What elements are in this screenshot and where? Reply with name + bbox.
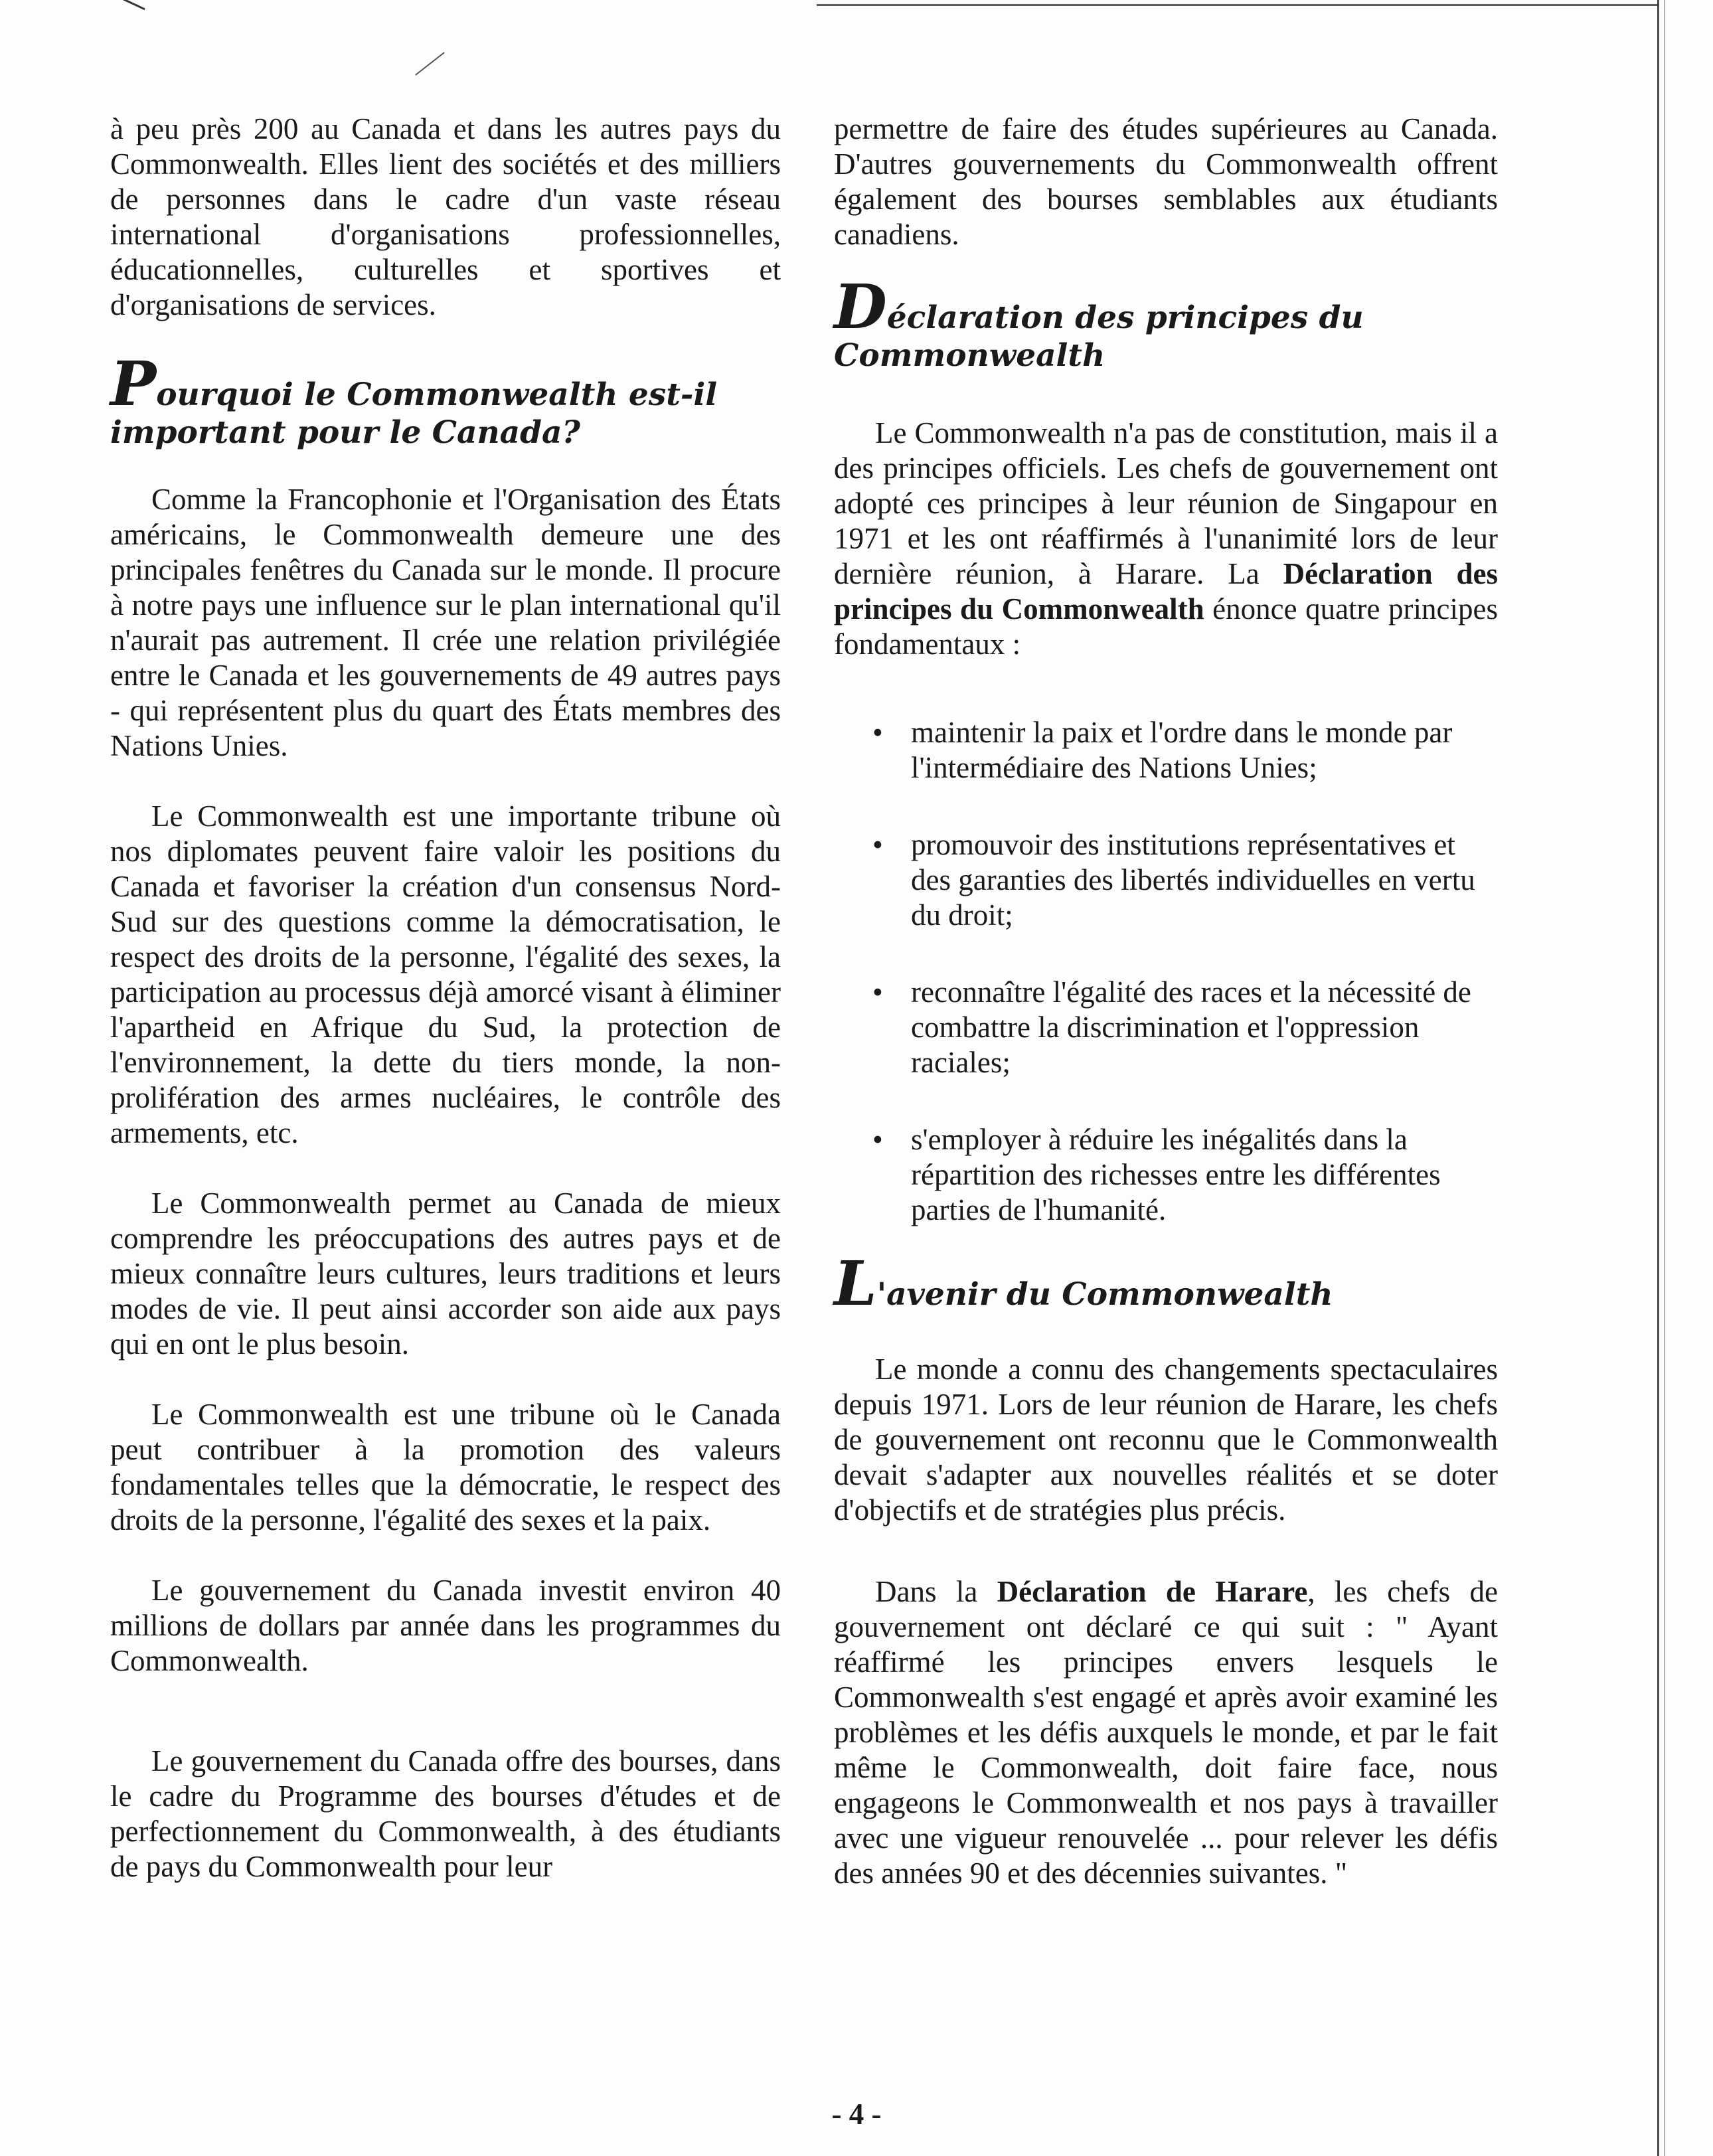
principle-text: reconnaître l'égalité des races et la nécessité de combattre la discrimination et l'oppression raciales; <box>911 975 1471 1079</box>
left-column <box>110 112 781 1884</box>
paragraph-bourses: Le gouvernement du Canada offre des bourses, dans le cadre du Programme des bourses d'études et de perfectionnement du Commonwealth, à des étudiants de pays du Commonwealth pour leur <box>110 1744 781 1883</box>
paragraph-text: Le Commonwealth n'a pas de constitution, mais il a des principes officiels. Les chefs de gouvernement ont adopté ces principes à leur réunion de Singapour en 1971 et les ont réaffirmés à l'unanimité lors de leur dernière réunion, à Harare. La <box>834 416 1498 590</box>
principle-text: promouvoir des institutions représentatives et des garanties des libertés individuelles en vertu du droit; <box>911 828 1475 932</box>
page-number: - 4 - <box>831 2098 882 2131</box>
paragraph-francophonie: Comme la Francophonie et l'Organisation des États américains, le Commonwealth demeure une des principales fenêtres du Canada sur le monde. Il procure à notre pays une influence sur le plan international qu'il n'aurait pas autrement. Il crée une relation privilégiée entre le Canada et les gouvernements de 49 autres pays - qui représentent plus du quart des États membres des Nations Unies. <box>110 483 781 762</box>
bold-declaration-title: Déclaration des principes du Commonwealth <box>834 557 1498 625</box>
paragraph-continuation: à peu près 200 au Canada et dans les autres pays du Commonwealth. Elles lient des sociétés et des milliers de personnes dans le cadre d'un vaste réseau international d'organisations professionnelles, éducationnelles, culturelles et sportives et d'organisations de services. <box>110 112 781 321</box>
paragraph-changements: Le monde a connu des changements spectaculaires depuis 1971. Lors de leur réunion de Harare, les chefs de gouvernement ont reconnu que le Commonwealth devait s'adapter aux nouvelles réalités et se doter d'objectifs et de stratégies plus précis. <box>834 1353 1498 1527</box>
heading-text: éclaration des principes du Commonwealth <box>834 299 1364 374</box>
bullet-icon: • <box>872 1123 883 1156</box>
bold-harare-title: Déclaration de Harare <box>997 1575 1308 1608</box>
list-item <box>834 715 1498 786</box>
paragraph-valeurs: Le Commonwealth est une tribune où le Canada peut contribuer à la promotion des valeurs fondamentales telles que la démocratie, le respect des droits de la personne, l'égalité des sexes et la paix. <box>110 1398 781 1536</box>
heading-text: 'avenir du Commonwealth <box>876 1276 1333 1313</box>
paragraph-tribune-diplomates: Le Commonwealth est une importante tribune où nos diplomates peuvent faire valoir les positions du Canada et favoriser la création d'un consensus Nord-Sud sur des questions comme la démocratisation, le respect des droits de la personne, l'égalité des sexes, la participation au processus déjà amorcé visant à éliminer l'apartheid en Afrique du Sud, la protection de l'environnement, la dette du tiers monde, la non-prolifération des armes nucléaires, le contrôle des armements, etc. <box>110 799 781 1149</box>
section-heading-declaration-principes <box>834 271 1498 374</box>
bullet-icon: • <box>872 975 883 1009</box>
list-item <box>834 1122 1498 1228</box>
list-item <box>834 827 1498 933</box>
paragraph-text: Dans la <box>875 1575 997 1608</box>
paragraph-declaration-harare <box>834 1574 1498 1891</box>
paragraph-investissement: Le gouvernement du Canada investit environ 40 millions de dollars par année dans les programmes du Commonwealth. <box>110 1574 781 1677</box>
scan-top-rule <box>817 4 1659 6</box>
principles-list <box>834 715 1498 1228</box>
right-column <box>834 112 1498 1891</box>
heading-text: ourquoi le Commonwealth est-il important pour le Canada? <box>110 376 718 451</box>
bullet-icon: • <box>872 716 883 749</box>
heading-drop-initial: D <box>834 271 887 343</box>
scan-edge-line <box>1657 0 1659 2156</box>
section-heading-why-important <box>110 348 781 452</box>
heading-drop-initial: P <box>110 348 157 420</box>
paragraph-constitution <box>834 416 1498 662</box>
scan-mark <box>120 0 145 10</box>
scan-mark <box>415 52 445 75</box>
paragraph-continuation: permettre de faire des études supérieures au Canada. D'autres gouvernements du Commonwealth offrent également des bourses semblables aux étudiants canadiens. <box>834 112 1498 251</box>
paragraph-text: , les chefs de gouvernement ont déclaré ce qui suit : " Ayant réaffirmé les principes envers lesquels le Commonwealth s'est engagé et après avoir examiné les problèmes et les défis auxquels le monde, et par le fait même le Commonwealth, doit faire face, nous engageons le Commonwealth et nos pays à travailler avec une vigueur renouvelée ... pour relever les défis des années 90 et des décennies suivantes. " <box>834 1575 1498 1890</box>
section-heading-avenir <box>834 1248 1498 1319</box>
paragraph-preoccupations: Le Commonwealth permet au Canada de mieux comprendre les préoccupations des autres pays et de mieux connaître leurs cultures, leurs traditions et leurs modes de vie. Il peut ainsi accorder son aide aux pays qui en ont le plus besoin. <box>110 1187 781 1361</box>
list-item <box>834 975 1498 1080</box>
bullet-icon: • <box>872 828 883 861</box>
heading-drop-initial: L <box>834 1248 877 1319</box>
principle-text: s'employer à réduire les inégalités dans la répartition des richesses entre les différentes parties de l'humanité. <box>911 1123 1441 1226</box>
scan-edge-line-secondary <box>1664 0 1665 2156</box>
paragraph-text: énonce quatre principes fondamentaux : <box>834 592 1498 661</box>
principle-text: maintenir la paix et l'ordre dans le monde par l'intermédiaire des Nations Unies; <box>911 716 1453 784</box>
